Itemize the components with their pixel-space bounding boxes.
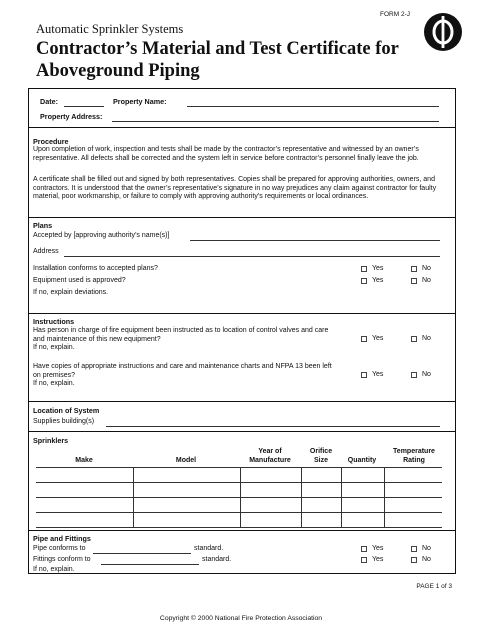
form-title: Contractor’s Material and Test Certificate for Aboveground Piping: [36, 39, 399, 81]
instructions-heading: Instructions: [33, 317, 75, 326]
plans-q2-yes-checkbox[interactable]: [361, 277, 383, 284]
fittings-standard-field[interactable]: [101, 564, 199, 565]
column-header-quantity: Quantity: [347, 457, 377, 464]
property-address-label: Property Address:: [40, 112, 103, 121]
property-address-field[interactable]: [112, 121, 439, 122]
pipe-standard-suffix: standard.: [194, 545, 224, 552]
yes-label: Yes: [372, 265, 384, 272]
instructions-q2-yes-checkbox[interactable]: [361, 371, 383, 378]
column-header-year: Year of Manufacture: [249, 448, 291, 464]
form-number: FORM 2-J: [380, 11, 410, 18]
checkbox-icon: [361, 336, 367, 342]
plans-question-2: Equipment used is approved?: [33, 277, 126, 284]
plans-question-1: Installation conforms to accepted plans?: [33, 265, 158, 272]
section-divider: [28, 313, 456, 314]
date-field[interactable]: [64, 106, 104, 107]
supplies-buildings-label: Supplies building(s): [33, 418, 95, 425]
checkbox-icon: [411, 278, 417, 284]
no-label: No: [422, 545, 431, 552]
instructions-q1-note: If no, explain.: [33, 344, 75, 351]
checkbox-icon: [361, 557, 367, 563]
instructions-q2-no-checkbox[interactable]: [411, 371, 431, 378]
column-header-temperature: Temperature Rating: [393, 448, 435, 464]
column-header-model: Model: [175, 457, 197, 464]
address-label: Address: [33, 248, 59, 255]
plans-heading: Plans: [33, 221, 53, 230]
plans-q1-no-checkbox[interactable]: [411, 265, 431, 272]
checkbox-icon: [411, 546, 417, 552]
yes-label: Yes: [372, 277, 384, 284]
yes-label: Yes: [372, 371, 384, 378]
procedure-paragraph-2: A certificate shall be filled out and signed by both representatives. Copies shall be prepared for approving authorities, owners, and contractors. It is understood that the owner’s representative’s signature in no way prejudices any claim against contractor for faulty material, poor workmanship, or failure to comply with approving authority’s requirements or local ordinances.: [33, 176, 437, 201]
property-box: [28, 88, 456, 128]
fittings-standard-suffix: standard.: [202, 556, 232, 563]
pipe-standard-field[interactable]: [93, 553, 191, 554]
checkbox-icon: [361, 372, 367, 378]
fittings-yes-checkbox[interactable]: [361, 556, 383, 563]
address-field[interactable]: [64, 256, 440, 257]
no-label: No: [422, 371, 431, 378]
accepted-by-field[interactable]: [190, 240, 440, 241]
form-supertitle: Automatic Sprinkler Systems: [36, 22, 184, 36]
yes-label: Yes: [372, 545, 384, 552]
section-divider: [28, 401, 456, 402]
checkbox-icon: [411, 372, 417, 378]
checkbox-icon: [361, 546, 367, 552]
fittings-no-checkbox[interactable]: [411, 556, 431, 563]
pipe-yes-checkbox[interactable]: [361, 545, 383, 552]
pipe-explain-note: If no, explain.: [33, 566, 75, 573]
no-label: No: [422, 335, 431, 342]
pipe-conforms-label: Pipe conforms to: [33, 545, 86, 552]
pipe-fittings-heading: Pipe and Fittings: [33, 534, 91, 543]
checkbox-icon: [411, 336, 417, 342]
sprinklers-heading: Sprinklers: [33, 436, 69, 445]
fittings-conform-label: Fittings conform to: [33, 556, 91, 563]
supplies-buildings-field[interactable]: [106, 426, 440, 427]
nfpa-logo-icon: [423, 12, 463, 52]
date-label: Date:: [40, 97, 58, 106]
pipe-no-checkbox[interactable]: [411, 545, 431, 552]
location-heading: Location of System: [33, 406, 100, 415]
instructions-q2-note: If no, explain.: [33, 380, 75, 387]
page-number: PAGE 1 of 3: [416, 583, 452, 590]
instructions-question-1: Has person in charge of fire equipment been instructed as to location of control valves and care and maintenance of this new equipment?: [33, 327, 329, 343]
yes-label: Yes: [372, 335, 384, 342]
checkbox-icon: [411, 557, 417, 563]
yes-label: Yes: [372, 556, 384, 563]
procedure-paragraph-1: Upon completion of work, inspection and tests shall be made by the contractor’s representative and witnessed by an owner’s representative. All defects shall be corrected and the system left in service before contractor’s personnel finally leave the job.: [33, 146, 419, 162]
checkbox-icon: [361, 278, 367, 284]
section-divider: [28, 217, 456, 218]
section-divider: [28, 530, 456, 531]
column-header-make: Make: [75, 457, 93, 464]
accepted-by-label: Accepted by [approving authority’s name(s)]: [33, 232, 170, 239]
column-header-orifice: Orifice Size: [309, 448, 333, 464]
no-label: No: [422, 556, 431, 563]
checkbox-icon: [411, 266, 417, 272]
checkbox-icon: [361, 266, 367, 272]
no-label: No: [422, 277, 431, 284]
property-name-field[interactable]: [187, 106, 439, 107]
property-name-label: Property Name:: [113, 97, 167, 106]
plans-q2-no-checkbox[interactable]: [411, 277, 431, 284]
copyright: Copyright © 2000 National Fire Protection Association: [159, 615, 323, 622]
instructions-q1-yes-checkbox[interactable]: [361, 335, 383, 342]
instructions-q1-no-checkbox[interactable]: [411, 335, 431, 342]
instructions-question-2: Have copies of appropriate instructions and care and maintenance charts and NFPA 13 been left on premises?: [33, 363, 332, 379]
procedure-heading: Procedure: [33, 137, 69, 146]
no-label: No: [422, 265, 431, 272]
plans-q1-yes-checkbox[interactable]: [361, 265, 383, 272]
section-divider: [28, 431, 456, 432]
plans-deviation-note: If no, explain deviations.: [33, 289, 109, 296]
